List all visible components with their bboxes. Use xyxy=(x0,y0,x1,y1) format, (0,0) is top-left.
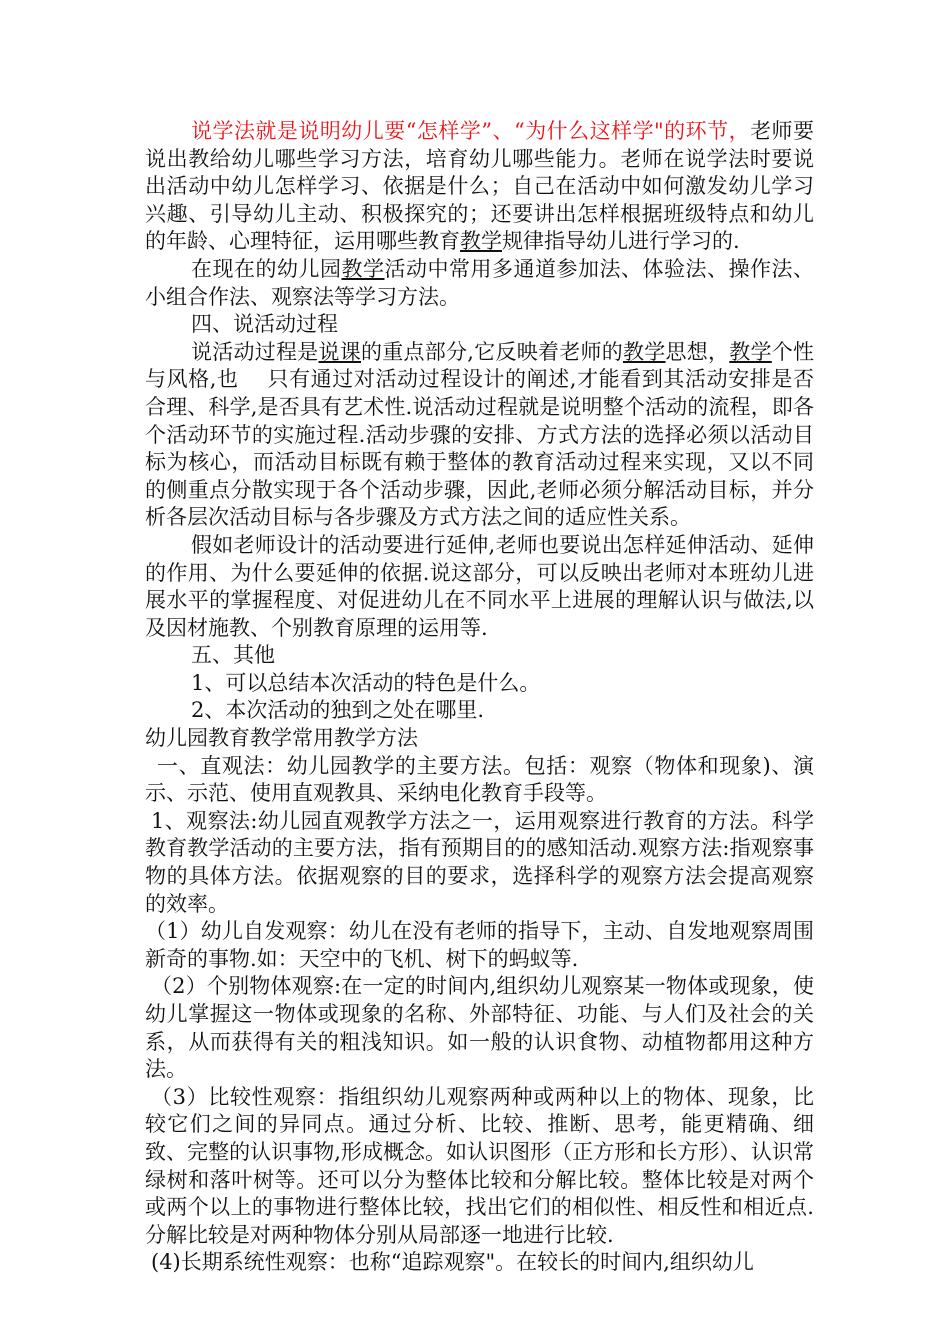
text-run: (4)长期系统性观察：也称“追踪观察"。在较长的时间内,组织幼儿 xyxy=(151,1250,754,1275)
underlined-term: 教学 xyxy=(460,229,502,254)
paragraph-p4 xyxy=(145,339,814,532)
text-run: 2、本次活动的独到之处在哪里. xyxy=(191,698,485,723)
text-run: 个性与风格,也 只有通过对活动过程设计的阐述,才能看到其活动安排是否合理、科学,是否具有艺术性.说活动过程就是说明整个活动的流程，即各个活动环节的实施过程.活动步骤的安排、方式方法的选择必须以活动目标为核心，而活动目标既有赖于整体的教育活动过程来实现，又以不同的侧重点分散实现于各个活动步骤，因此,老师必须分解活动目标，并分析各层次活动目标与各步骤及方式方法之间的适应性关系。 xyxy=(145,339,815,530)
paragraph-p14 xyxy=(145,1084,814,1250)
text-run: 的重点部分,它反映着老师的 xyxy=(361,339,623,364)
text-run: 1、可以总结本次活动的特色是什么。 xyxy=(191,670,541,695)
paragraph-p13 xyxy=(145,973,814,1083)
underlined-term: 教学 xyxy=(341,256,385,281)
underlined-term: 教学 xyxy=(622,339,666,364)
text-run: 思想， xyxy=(665,339,730,364)
paragraph-p3 xyxy=(145,311,814,339)
paragraph-p10 xyxy=(145,753,814,808)
text-run: （1）幼儿自发观察：幼儿在没有老师的指导下，主动、自发地观察周围新奇的事物.如：天空中的飞机、树下的蚂蚁等. xyxy=(145,919,814,971)
text-run: 活动中常用多通道参加法、体验法、操作法、小组合作法、观察法等学习方法。 xyxy=(145,256,814,309)
paragraph-p2 xyxy=(145,256,814,311)
paragraph-p11 xyxy=(145,808,814,918)
text-run: 一、直观法：幼儿园教学的主要方法。包括：观察（物体和现象)、演示、示范、使用直观教具、采纳电化教育手段等。 xyxy=(145,753,814,806)
text-run: 1、观察法:幼儿园直观教学方法之一，运用观察进行教育的方法。科学教育教学活动的主要方法，指有预期目的的感知活动.观察方法:指观察事物的具体方法。依据观察的目的要求，选择科学的观察方法会提高观察的效率。 xyxy=(145,808,814,916)
text-run: 说活动过程是 xyxy=(191,339,319,364)
text-run: 老师要说出教给幼儿哪些学习方法，培育幼儿哪些能力。老师在说学法时要说出活动中幼儿怎样学习、依据是什么；自己在活动中如何激发幼儿学习兴趣、引导幼儿主动、积极探究的；还要讲出怎样根据班级特点和幼儿的年龄、心理特征，运用哪些教育 xyxy=(145,119,815,254)
text-run: （2）个别物体观察:在一定的时间内,组织幼儿观察某一物体或现象，使幼儿掌握这一物体或现象的名称、外部特征、功能、与人们及社会的关系，从而获得有关的粗浅知识。如一般的认识食物、动植物都用这种方法。 xyxy=(145,974,814,1082)
paragraph-p6 xyxy=(145,642,814,670)
paragraph-p5 xyxy=(145,532,814,642)
highlighted-text: 说学法就是说明幼儿要“怎样学”、“为什么这样学"的环节， xyxy=(191,119,751,143)
text-run: 在现在的幼儿园 xyxy=(191,256,342,281)
paragraph-p7 xyxy=(145,670,814,698)
paragraph-p1 xyxy=(145,118,814,256)
underlined-term: 说课 xyxy=(318,339,362,364)
paragraph-p12 xyxy=(145,918,814,973)
text-run: （3）比较性观察：指组织幼儿观察两种或两种以上的物体、现象，比较它们之间的异同点。通过分析、比较、推断、思考，能更精确、细致、完整的认识事物,形成概念。如认识图形（正方形和长方形）、认识常绿树和落叶树等。还可以分为整体比较和分解比较。整体比较是对两个或两个以上的事物进行整体比较，找出它们的相似性、相反性和相近点.分解比较是对两种物体分别从局部逐一地进行比较. xyxy=(145,1084,814,1247)
text-run: 四、说活动过程 xyxy=(191,312,338,337)
paragraph-p15 xyxy=(145,1249,814,1277)
text-run: 五、其他 xyxy=(191,643,275,668)
text-run: 规律指导幼儿进行学习的. xyxy=(502,229,740,254)
text-run: 幼儿园教育教学常用教学方法 xyxy=(145,726,418,751)
paragraph-p8 xyxy=(145,697,814,725)
paragraph-p9 xyxy=(145,725,814,753)
text-run: 假如老师设计的活动要进行延伸,老师也要说出怎样延伸活动、延伸的作用、为什么要延伸的依据.说这部分，可以反映出老师对本班幼儿进展水平的掌握程度、对促进幼儿在不同水平上进展的理解认识与做法,以及因材施教、个别教育原理的运用等. xyxy=(145,532,814,640)
underlined-term: 教学 xyxy=(729,339,772,364)
